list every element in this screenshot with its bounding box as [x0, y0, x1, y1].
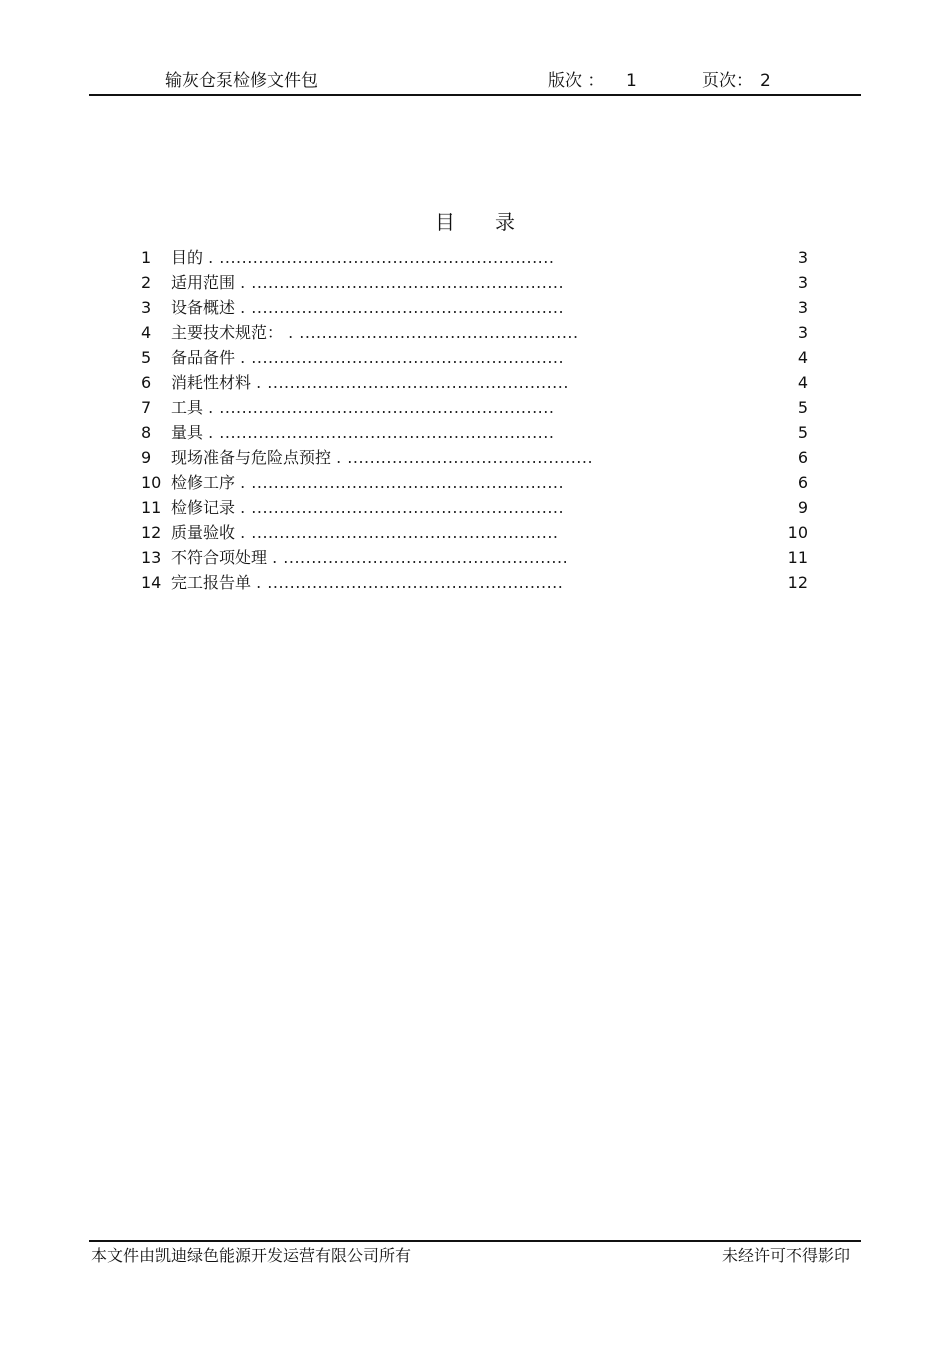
toc-entry-number: 11: [141, 498, 162, 517]
toc-entry-number: 7: [141, 398, 152, 417]
toc-entry[interactable]: [141, 545, 808, 570]
footer-notice: 未经许可不得影印: [721, 1246, 850, 1265]
toc-entry-page: 3: [797, 248, 808, 267]
document-title: 输灰仓泵检修文件包: [165, 71, 318, 91]
toc-entry[interactable]: [141, 270, 808, 295]
toc-entry-number: 10: [141, 473, 162, 492]
toc-entry-number: 13: [141, 548, 162, 567]
toc-entry-label: [171, 420, 554, 445]
toc-entry-leader: . ........................................................: [240, 498, 565, 517]
toc-entry-title: 检修工序: [171, 473, 236, 492]
toc-entry[interactable]: [141, 295, 808, 320]
toc-entry-label: [171, 320, 579, 345]
toc-entry-page: 4: [797, 348, 808, 367]
toc-entry-number: 14: [141, 573, 162, 592]
toc-entry-number: 12: [141, 523, 162, 542]
toc-entry-label: [171, 345, 564, 370]
toc-entry-label: [171, 520, 559, 545]
toc-entry[interactable]: [141, 420, 808, 445]
toc-entry-label: [171, 370, 569, 395]
toc-entry-leader: . .....................................................: [256, 573, 564, 592]
toc-entry-page: 10: [787, 523, 808, 542]
toc-entry-label: [171, 445, 593, 470]
toc-entry-page: 4: [797, 373, 808, 392]
toc-entry-label: [171, 495, 564, 520]
toc-entry-label: [171, 545, 568, 570]
toc-entry-number: 2: [141, 273, 152, 292]
toc-entry-leader: . ........................................................: [240, 473, 565, 492]
toc-entry[interactable]: [141, 470, 808, 495]
toc-entry-label: [171, 245, 554, 270]
toc-entry-title: 设备概述: [171, 298, 236, 317]
toc-entry-label: [171, 270, 564, 295]
toc-entry-page: 3: [797, 273, 808, 292]
toc-entry-page: 6: [797, 448, 808, 467]
header-rule: [89, 94, 861, 96]
toc-entry-label: [171, 295, 564, 320]
toc-entry-page: 9: [797, 498, 808, 517]
toc-entry-title: 现场准备与危险点预控: [171, 448, 332, 467]
toc-entry-title: 备品备件: [171, 348, 236, 367]
toc-entry[interactable]: [141, 495, 808, 520]
toc-entry-title: 检修记录: [171, 498, 236, 517]
toc-entry[interactable]: [141, 395, 808, 420]
toc-entry-page: 6: [797, 473, 808, 492]
footer-owner: 本文件由凯迪绿色能源开发运营有限公司所有: [91, 1246, 412, 1265]
toc-entry-leader: . ..................................................: [288, 323, 579, 342]
toc-entry-number: 9: [141, 448, 152, 467]
toc-entry-title: 主要技术规范：: [171, 323, 284, 342]
toc-entry-leader: . ......................................................: [256, 373, 569, 392]
toc-entry-number: 6: [141, 373, 152, 392]
toc-entry-page: 5: [797, 398, 808, 417]
toc-entry-title: 质量验收: [171, 523, 236, 542]
footer-rule: [89, 1240, 861, 1242]
version-value: 1: [626, 71, 637, 91]
toc-entry-title: 完工报告单: [171, 573, 252, 592]
toc-entry-number: 5: [141, 348, 152, 367]
toc-entry[interactable]: [141, 345, 808, 370]
toc-title: 目录: [435, 210, 555, 234]
toc-entry[interactable]: [141, 370, 808, 395]
version-label: 版次 ：: [548, 71, 605, 91]
toc-entry-leader: . .......................................................: [240, 523, 559, 542]
toc-entry[interactable]: [141, 320, 808, 345]
toc-entry-leader: . ........................................................: [240, 298, 565, 317]
toc-entry-number: 3: [141, 298, 152, 317]
toc-entry-page: 5: [797, 423, 808, 442]
toc-entry-title: 不符合项处理: [171, 548, 268, 567]
toc-entry-page: 11: [787, 548, 808, 567]
page-label: 页次：: [702, 71, 753, 91]
toc-entry-page: 3: [797, 323, 808, 342]
toc-entry-leader: . ............................................................: [208, 248, 555, 267]
toc-entry-leader: . ............................................................: [208, 398, 555, 417]
toc-entry-title: 目的: [171, 248, 204, 267]
toc-entry-label: [171, 395, 554, 420]
toc-entry-leader: . ...................................................: [272, 548, 569, 567]
toc-entry-number: 1: [141, 248, 152, 267]
toc-entry-title: 消耗性材料: [171, 373, 252, 392]
toc-entry[interactable]: [141, 570, 808, 595]
toc-entry-leader: . ........................................................: [240, 348, 565, 367]
page-value: 2: [760, 71, 771, 91]
toc-entry-page: 3: [797, 298, 808, 317]
toc-entry-title: 量具: [171, 423, 204, 442]
toc-entry[interactable]: [141, 520, 808, 545]
toc-entry-label: [171, 570, 563, 595]
toc-entry-number: 8: [141, 423, 152, 442]
toc-entry-title: 工具: [171, 398, 204, 417]
toc-entry-leader: . ............................................................: [208, 423, 555, 442]
toc-entry-label: [171, 470, 564, 495]
table-of-contents: [141, 245, 808, 595]
toc-entry-page: 12: [787, 573, 808, 592]
toc-entry-title: 适用范围: [171, 273, 236, 292]
toc-entry[interactable]: [141, 245, 808, 270]
toc-entry[interactable]: [141, 445, 808, 470]
toc-entry-leader: . ........................................................: [240, 273, 565, 292]
toc-entry-leader: . ............................................: [336, 448, 594, 467]
toc-entry-number: 4: [141, 323, 152, 342]
